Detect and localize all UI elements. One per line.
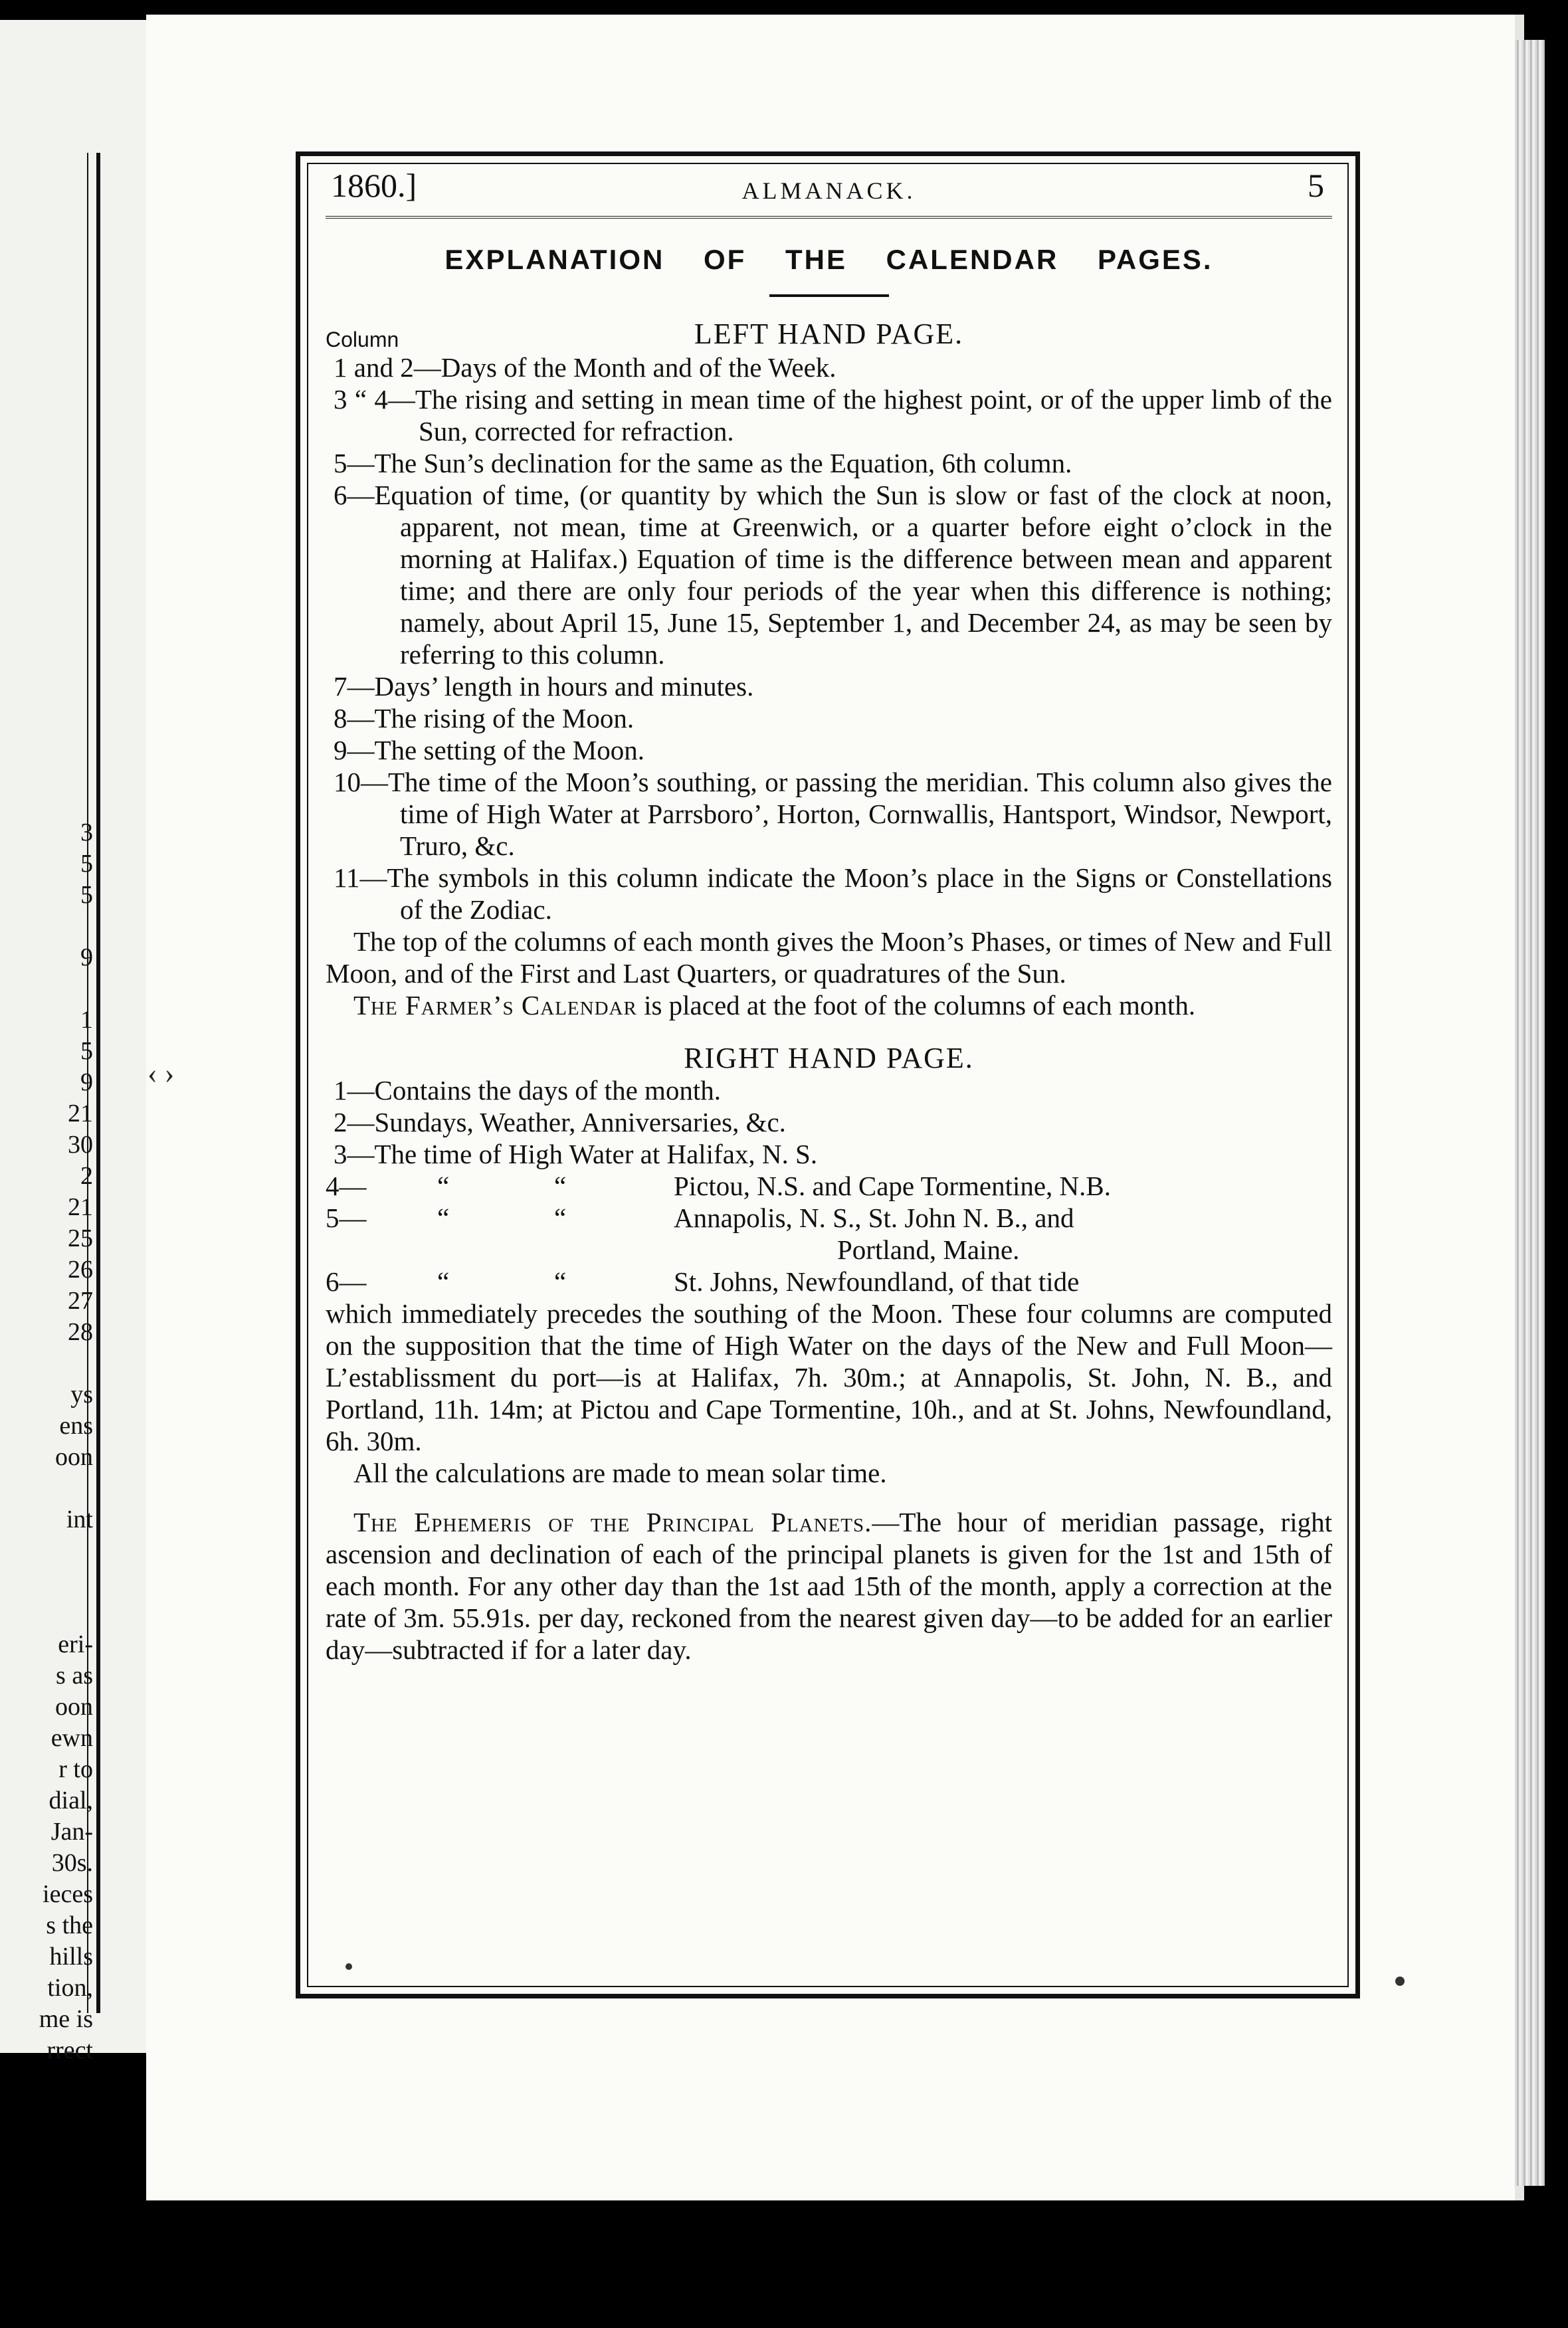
facing-page-line: r to bbox=[58, 1755, 93, 1783]
facing-page-line: hills bbox=[49, 1943, 93, 1971]
list-item: 9—The setting of the Moon. bbox=[334, 735, 645, 765]
facing-page-line: oon bbox=[55, 1693, 93, 1721]
facing-page-line: 26 bbox=[68, 1256, 93, 1284]
left-hand-header bbox=[326, 318, 1332, 351]
ephemeris-lead: The Ephemeris of the Principal Planets. bbox=[353, 1507, 872, 1537]
calculations-note: All the calculations are made to mean solar time. bbox=[353, 1458, 887, 1488]
binding-clip-icon: ‹ › bbox=[147, 1057, 175, 1090]
left-hand-title: LEFT HAND PAGE. bbox=[694, 318, 964, 350]
facing-page-text bbox=[13, 817, 93, 2066]
facing-page-line: ieces bbox=[43, 1880, 93, 1908]
facing-page-line: 5 bbox=[80, 881, 93, 909]
facing-page-line bbox=[13, 1535, 93, 1567]
ditto-mark: “ bbox=[437, 1266, 450, 1297]
list-item: 3 “ 4—The rising and setting in mean time of the highest point, or of the upper limb of the Sun, corrected for refraction. bbox=[334, 384, 1332, 446]
list-item: 2—Sundays, Weather, Anniversaries, &c. bbox=[334, 1107, 786, 1137]
facing-page-line bbox=[13, 973, 93, 1005]
page-number: 5 bbox=[1308, 167, 1324, 204]
list-item: 1 and 2—Days of the Month and of the Week. bbox=[334, 352, 836, 383]
facing-page-line: 9 bbox=[80, 943, 93, 971]
facing-page-line: 27 bbox=[68, 1287, 93, 1315]
farmers-calendar-text: is placed at the foot of the columns of each month. bbox=[637, 990, 1196, 1020]
facing-page-line: eri- bbox=[58, 1630, 93, 1658]
page-content bbox=[326, 169, 1332, 1666]
facing-page-line: 2 bbox=[80, 1162, 93, 1190]
facing-page-line: ens bbox=[59, 1412, 93, 1440]
entry-number: 6— bbox=[326, 1266, 367, 1297]
facing-page-line bbox=[13, 1598, 93, 1629]
high-water-paragraph: which immediately precedes the southing of the Moon. These four columns are computed on the supposition that the time of High Water on the days of the New and Full Moon—L’establissment du port—is at Halifax, 7h. 30m.; at Annapolis, St. John, N. B., and Portland, 11h. 14m; at Pictou and Cape Tormentine, 10h., and at St. Johns, Newfoundland, 6h. 30m. bbox=[326, 1298, 1332, 1456]
list-item: 10—The time of the Moon’s southing, or passing the meridian. This column also gives the time of High Water at Parrsboro’, Horton, Cornwallis, Hantsport, Windsor, Newport, Truro, &c. bbox=[334, 767, 1332, 861]
ditto-mark: “ bbox=[554, 1266, 567, 1297]
facing-page-line: oon bbox=[55, 1443, 93, 1471]
facing-page-line: 1 bbox=[80, 1006, 93, 1034]
scan-border bbox=[0, 2206, 1568, 2328]
phases-paragraph: The top of the columns of each month gives the Moon’s Phases, or times of New and Full Moon, and of the First and Last Quarters, or quadratures of the Sun. bbox=[326, 926, 1332, 989]
farmers-calendar-lead: The Farmer’s Calendar bbox=[353, 990, 637, 1020]
page-heading: EXPLANATION OF THE CALENDAR PAGES. bbox=[444, 244, 1213, 275]
facing-page-line bbox=[13, 1348, 93, 1379]
list-item: 8—The rising of the Moon. bbox=[334, 703, 635, 733]
right-hand-title: RIGHT HAND PAGE. bbox=[684, 1042, 974, 1074]
facing-page-line: 28 bbox=[68, 1318, 93, 1346]
facing-page-line: s the bbox=[46, 1911, 93, 1939]
facing-page-line: 21 bbox=[68, 1193, 93, 1221]
facing-page-line: 9 bbox=[80, 1068, 93, 1096]
list-item bbox=[326, 1202, 1332, 1234]
facing-page-line: 5 bbox=[80, 850, 93, 878]
facing-page-line bbox=[13, 911, 93, 942]
ephemeris-text: —The hour of meridian passage, right ascension and declination of each of the principal planets is given for the 1st and 15th of each month. For any other day than the 1st aad 15th of the month, apply a correction at the rate of 3m. 55.91s. per day, reckoned from the nearest given day—to be added for an earlier day—subtracted if for a later day. bbox=[326, 1507, 1332, 1665]
ditto-mark: “ bbox=[554, 1171, 567, 1201]
list-item bbox=[326, 1170, 1332, 1202]
list-item: 3—The time of High Water at Halifax, N. S. bbox=[334, 1139, 818, 1169]
entry-text: Pictou, N.S. and Cape Tormentine, N.B. bbox=[674, 1171, 1112, 1201]
page-edges bbox=[1515, 40, 1545, 2186]
farmers-calendar-paragraph bbox=[326, 989, 1332, 1021]
facing-page-line: tion, bbox=[47, 1974, 93, 2002]
left-hand-entries bbox=[326, 351, 1332, 925]
ephemeris-paragraph bbox=[326, 1506, 1332, 1666]
entry-text: Annapolis, N. S., St. John N. B., and bbox=[674, 1203, 1074, 1233]
entry-number: 4— bbox=[326, 1171, 367, 1201]
list-item: 11—The symbols in this column indicate the Moon’s place in the Signs or Constellations of the Zodiac. bbox=[334, 862, 1332, 925]
list-item bbox=[326, 1266, 1332, 1298]
facing-page-line: 21 bbox=[68, 1100, 93, 1127]
header-year: 1860.] bbox=[331, 167, 417, 204]
entry-continuation: Portland, Maine. bbox=[837, 1234, 1020, 1265]
facing-page-line: me is bbox=[39, 2005, 93, 2033]
list-item: 7—Days’ length in hours and minutes. bbox=[334, 671, 754, 702]
ditto-mark: “ bbox=[437, 1203, 450, 1233]
facing-page-line: int bbox=[66, 1505, 93, 1533]
entry-text: St. Johns, Newfoundland, of that tide bbox=[674, 1266, 1080, 1297]
list-item: 5—The Sun’s declination for the same as the Equation, 6th column. bbox=[334, 448, 1072, 478]
facing-page-line: dial, bbox=[49, 1787, 93, 1814]
ink-spot bbox=[1395, 1977, 1405, 1986]
facing-page-line: 5 bbox=[80, 1037, 93, 1065]
header-title: ALMANACK. bbox=[741, 177, 916, 204]
ditto-mark: “ bbox=[437, 1171, 450, 1201]
facing-page-line: 25 bbox=[68, 1224, 93, 1252]
facing-page bbox=[0, 20, 148, 2064]
facing-page-line: ewn bbox=[50, 1724, 93, 1752]
facing-page-line: 30s. bbox=[51, 1849, 93, 1877]
running-head bbox=[326, 169, 1332, 219]
facing-page-line bbox=[13, 1473, 93, 1504]
facing-page-line: ys bbox=[70, 1381, 93, 1408]
right-hand-entries bbox=[326, 1074, 1332, 1489]
facing-page-line: rrect bbox=[47, 2036, 93, 2064]
entry-number: 5— bbox=[326, 1203, 367, 1233]
list-item: 1—Contains the days of the month. bbox=[334, 1075, 722, 1106]
facing-page-line: s as bbox=[56, 1662, 93, 1690]
facing-page-line: Jan- bbox=[50, 1818, 93, 1846]
list-item: 6—Equation of time, (or quantity by which the Sun is slow or fast of the clock at noon, apparent, not mean, time at Greenwich, or a quarter before eight o’clock in the morning at Halifax.) Equation of time is the difference between mean and apparent time; and there are only four periods of the year when this difference is nothing; namely, about April 15, June 15, September 1, and December 24, as may be seen by referring to this column. bbox=[334, 480, 1332, 670]
heading-rule bbox=[769, 294, 889, 297]
ditto-mark: “ bbox=[554, 1203, 567, 1233]
facing-page-line: 3 bbox=[80, 819, 93, 846]
column-label: Column bbox=[326, 328, 399, 351]
facing-page-line: 30 bbox=[68, 1131, 93, 1159]
facing-page-line bbox=[13, 1567, 93, 1598]
